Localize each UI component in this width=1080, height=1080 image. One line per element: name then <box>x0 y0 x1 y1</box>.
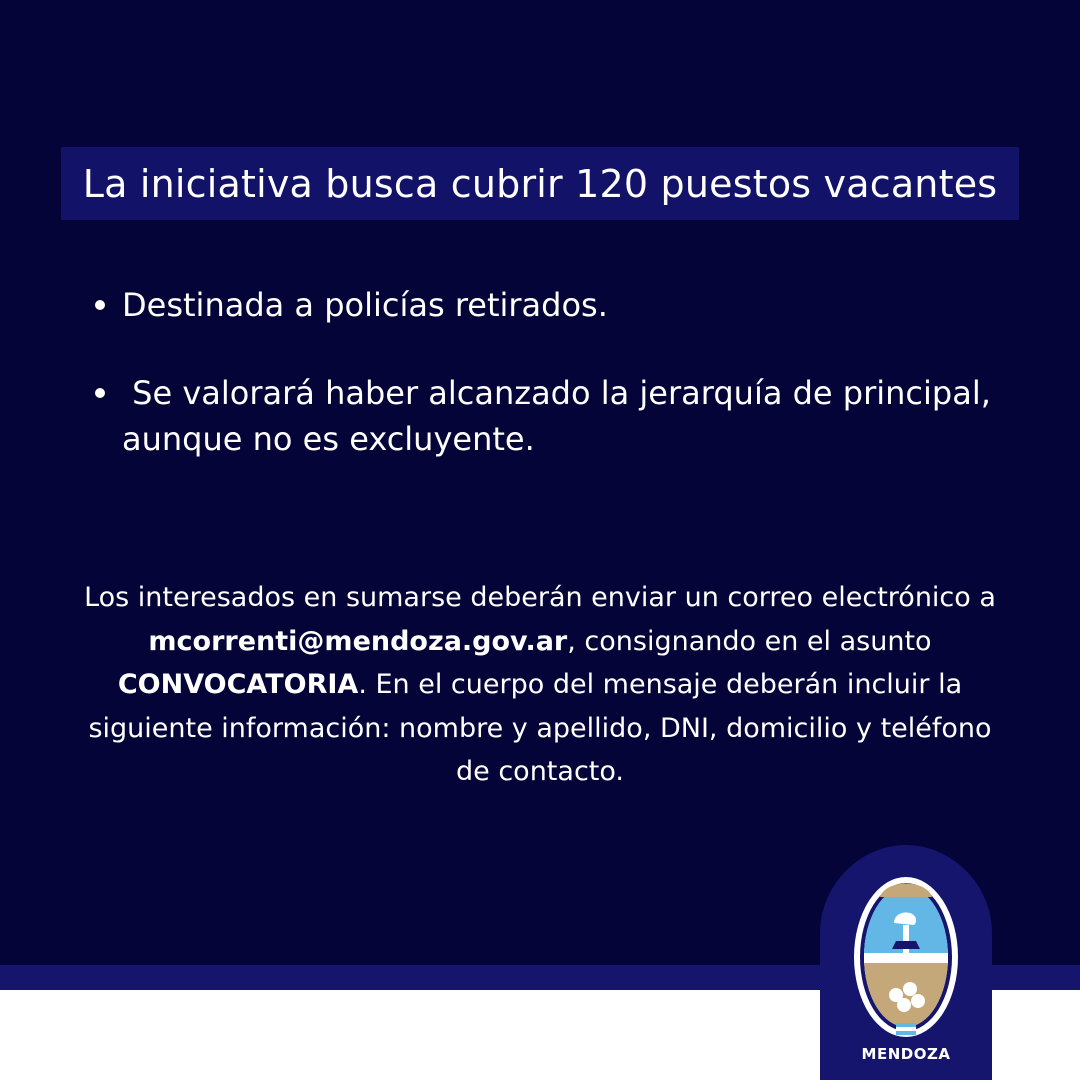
headline-box <box>61 147 1019 220</box>
logo-label: MENDOZA <box>861 1045 951 1063</box>
info-text-2: , consignando en el asunto <box>567 625 932 657</box>
list-item <box>92 282 1012 328</box>
bullet-dot-icon <box>95 388 105 398</box>
bullet-list <box>92 282 1012 504</box>
info-text-1: Los interesados en sumarse deberán enviar un correo electrónico a <box>84 582 996 613</box>
bullet-text: Destinada a policías retirados. <box>122 286 608 324</box>
contact-email: mcorrenti@mendoza.gov.ar <box>148 625 568 657</box>
info-text-3: . En el cuerpo del mensaje deberán incluir la siguiente información: nombre y apellido, DNI, domicilio y teléfono de contacto. <box>88 669 992 787</box>
logo-badge <box>820 845 992 1080</box>
info-paragraph <box>80 576 1000 794</box>
bullet-dot-icon <box>95 300 105 310</box>
bullet-text: Se valorará haber alcanzado la jerarquía de principal, aunque no es excluyente. <box>122 374 1002 458</box>
headline: La iniciativa busca cubrir 120 puestos vacantes <box>82 161 998 206</box>
subject-keyword: CONVOCATORIA <box>117 669 359 700</box>
list-item <box>92 370 1012 462</box>
